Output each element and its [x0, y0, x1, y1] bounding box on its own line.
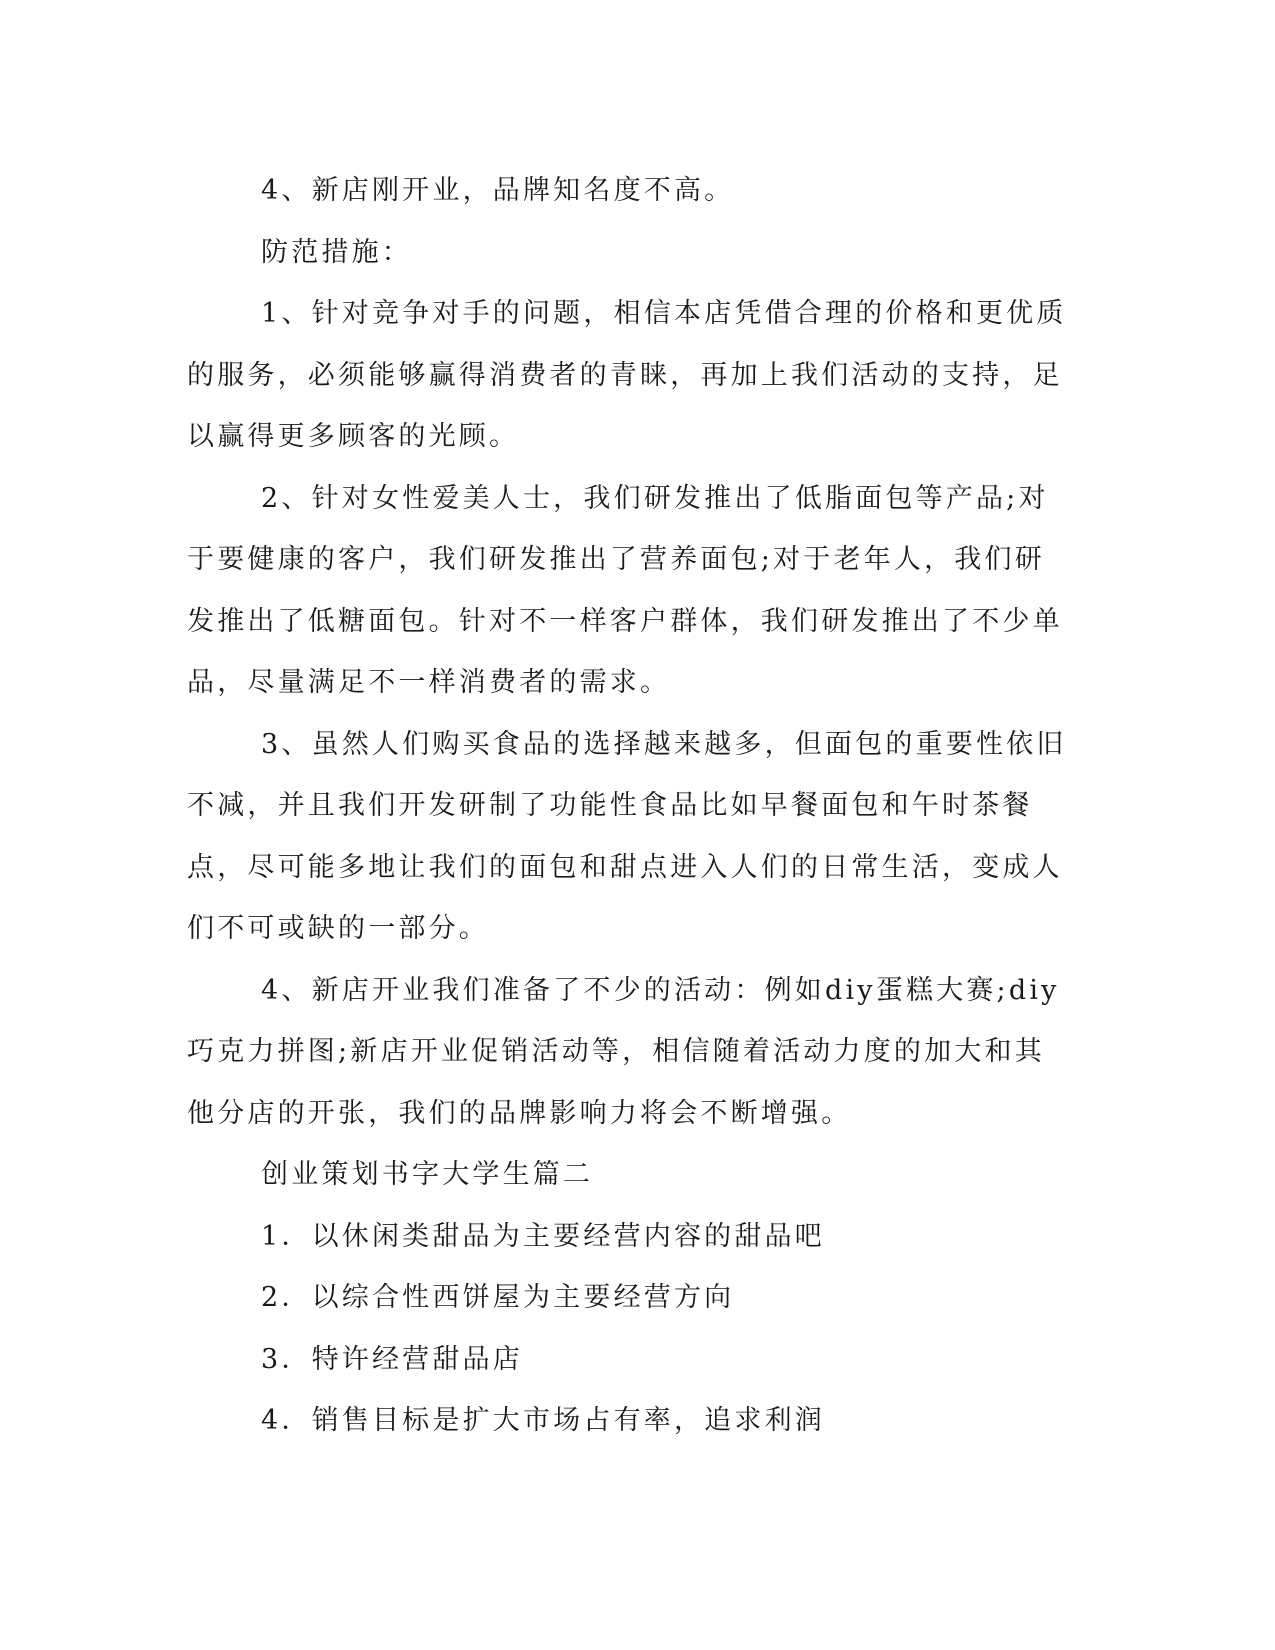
paragraph-measure-4: 4、新店开业我们准备了不少的活动：例如diy蛋糕大赛;diy巧克力拼图;新店开业促销活动等，相信随着活动力度的加大和其他分店的开张，我们的品牌影响力将会不断增强。 — [187, 974, 1060, 1129]
document-body — [187, 160, 1067, 1452]
paragraph-measure-2: 2、针对女性爱美人士，我们研发推出了低脂面包等产品;对于要健康的客户，我们研发推出了营养面包;对于老年人，我们研发推出了低糖面包。针对不一样客户群体，我们研发推出了不少单品，尽量满足不一样消费者的需求。 — [187, 482, 1063, 698]
list-item-1: 1．以休闲类甜品为主要经营内容的甜品吧 — [261, 1220, 825, 1252]
paragraph-measure-1: 1、针对竞争对手的问题，相信本店凭借合理的价格和更优质的服务，必须能够赢得消费者的青睐，再加上我们活动的支持，足以赢得更多顾客的光顾。 — [187, 298, 1067, 452]
list-item-4: 4．销售目标是扩大市场占有率，追求利润 — [261, 1405, 825, 1436]
paragraph-measure-3: 3、虽然人们购买食品的选择越来越多，但面包的重要性依旧不减，并且我们开发研制了功能性食品比如早餐面包和午时茶餐点，尽可能多地让我们的面包和甜点进入人们的日常生活，变成人们不可或缺的一部分。 — [187, 728, 1067, 944]
list-item-2: 2．以综合性西饼屋为主要经营方向 — [261, 1282, 735, 1313]
list-item-3: 3．特许经营甜品店 — [261, 1343, 523, 1375]
section-heading: 创业策划书字大学生篇二 — [261, 1159, 594, 1190]
paragraph-weakness-4: 4、新店刚开业，品牌知名度不高。 — [261, 175, 735, 206]
paragraph-measures-heading: 防范措施： — [261, 236, 412, 268]
